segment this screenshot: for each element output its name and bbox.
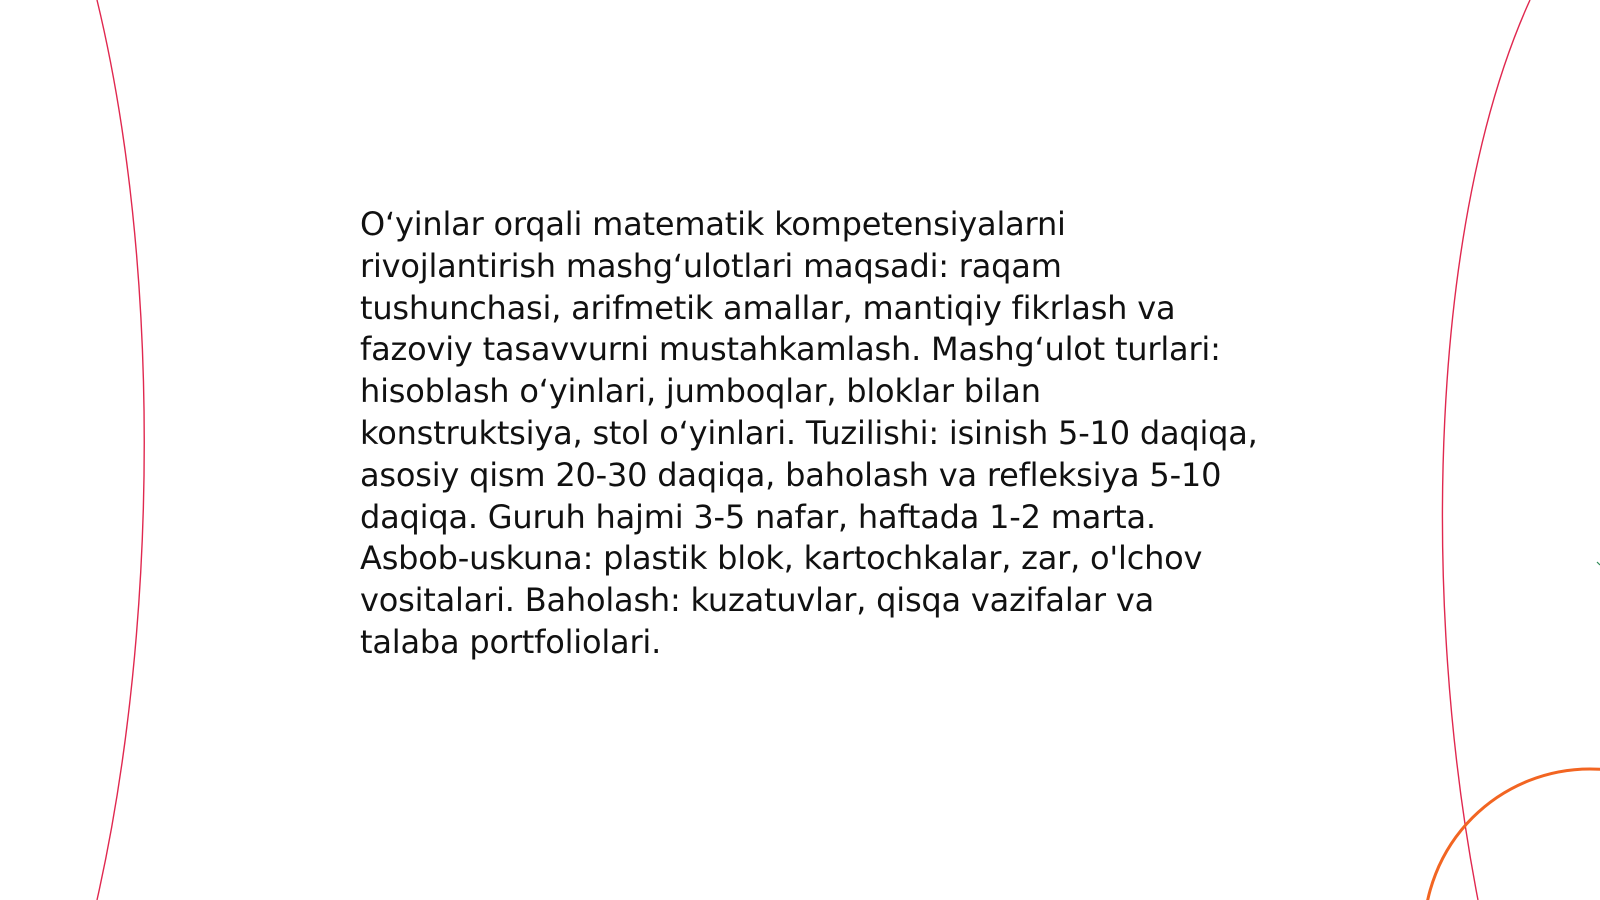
- right-curve-line: [1442, 0, 1530, 900]
- slide-body-text: O‘yinlar orqali matematik kompetensiyalarni rivojlantirish mashg‘ulotlari maqsadi: raqam tushunchasi, arifmetik amallar, mantiqiy fikrlash va fazoviy tasavvurni mustahkamlash. Mashg‘ulot turlari: hisoblash o‘yinlari, jumboqlar, bloklar bilan konstruktsiya, stol o‘yinlari. Tuzilishi: isinish 5-10 daqiqa, asosiy qism 20-30 daqiqa, baholash va refleksiya 5-10 daqiqa. Guruh hajmi 3-5 nafar, haftada 1-2 marta. Asbob-uskuna: plastik blok, kartochkalar, zar, o'lchov vositalari. Baholash: kuzatuvlar, qisqa vazifalar va talaba portfoliolari.: [360, 205, 1258, 661]
- left-curve-line: [97, 0, 144, 900]
- orange-arc: [1424, 769, 1600, 900]
